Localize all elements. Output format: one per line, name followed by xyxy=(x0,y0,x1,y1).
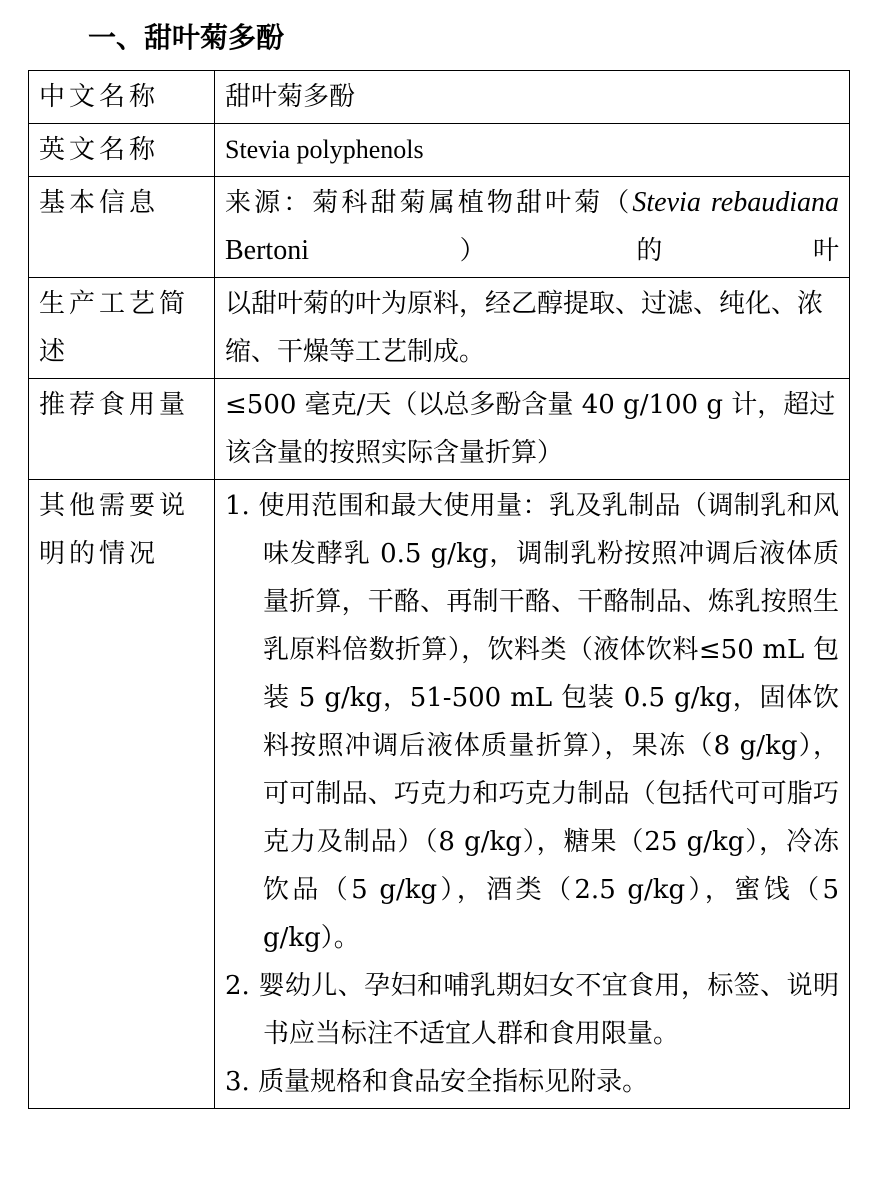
source-suffix: ）的叶 xyxy=(309,236,839,266)
species-author: Bertoni xyxy=(225,235,309,266)
row-label-process: 生产工艺简述 xyxy=(29,278,215,379)
row-label-dosage: 推荐食用量 xyxy=(29,379,215,480)
row-value-other xyxy=(215,480,850,1109)
row-value-cn-name: 甜叶菊多酚 xyxy=(215,71,850,124)
table-row xyxy=(29,480,850,1109)
table-row xyxy=(29,71,850,124)
row-value-basic-info xyxy=(215,177,850,278)
row-value-en-name: Stevia polyphenols xyxy=(215,124,850,177)
row-value-dosage: ≤500 毫克/天（以总多酚含量 40 g/100 g 计，超过该含量的按照实际含量折算） xyxy=(215,379,850,480)
table-row xyxy=(29,379,850,480)
list-item: 3. 质量规格和食品安全指标见附录。 xyxy=(225,1067,649,1097)
source-prefix: 来源：菊科甜菊属植物甜叶菊（ xyxy=(225,188,633,218)
table-row xyxy=(29,278,850,379)
list-item: 2. 婴幼儿、孕妇和哺乳期妇女不宜食用，标签、说明书应当标注不适宜人群和食用限量。 xyxy=(225,971,839,1049)
spec-table xyxy=(28,70,850,1109)
row-label-basic-info: 基本信息 xyxy=(29,177,215,278)
row-value-process: 以甜叶菊的叶为原料，经乙醇提取、过滤、纯化、浓缩、干燥等工艺制成。 xyxy=(215,278,850,379)
row-label-cn-name: 中文名称 xyxy=(29,71,215,124)
table-row xyxy=(29,177,850,278)
list-item: 1. 使用范围和最大使用量：乳及乳制品（调制乳和风味发酵乳 0.5 g/kg，调制乳粉按照冲调后液体质量折算，干酪、再制干酪、干酪制品、炼乳按照生乳原料倍数折算），饮料类（液体饮料≤50 mL 包装 5 g/kg，51-500 mL 包装 0.5 g/kg，固体饮料按照冲调后液体质量折算），果冻（8 g/kg），可可制品、巧克力和巧克力制品（包括代可可脂巧克力及制品）（8 g/kg），糖果（25 g/kg），冷冻饮品（5 g/kg），酒类（2.5 g/kg），蜜饯（5 g/kg）。 xyxy=(225,491,839,953)
section-heading: 一、甜叶菊多酚 xyxy=(88,21,285,54)
row-label-other: 其他需要说明的情况 xyxy=(29,480,215,1109)
row-label-en-name: 英文名称 xyxy=(29,124,215,177)
table-row xyxy=(29,124,850,177)
species-latin-name: Stevia rebaudiana xyxy=(632,187,839,218)
